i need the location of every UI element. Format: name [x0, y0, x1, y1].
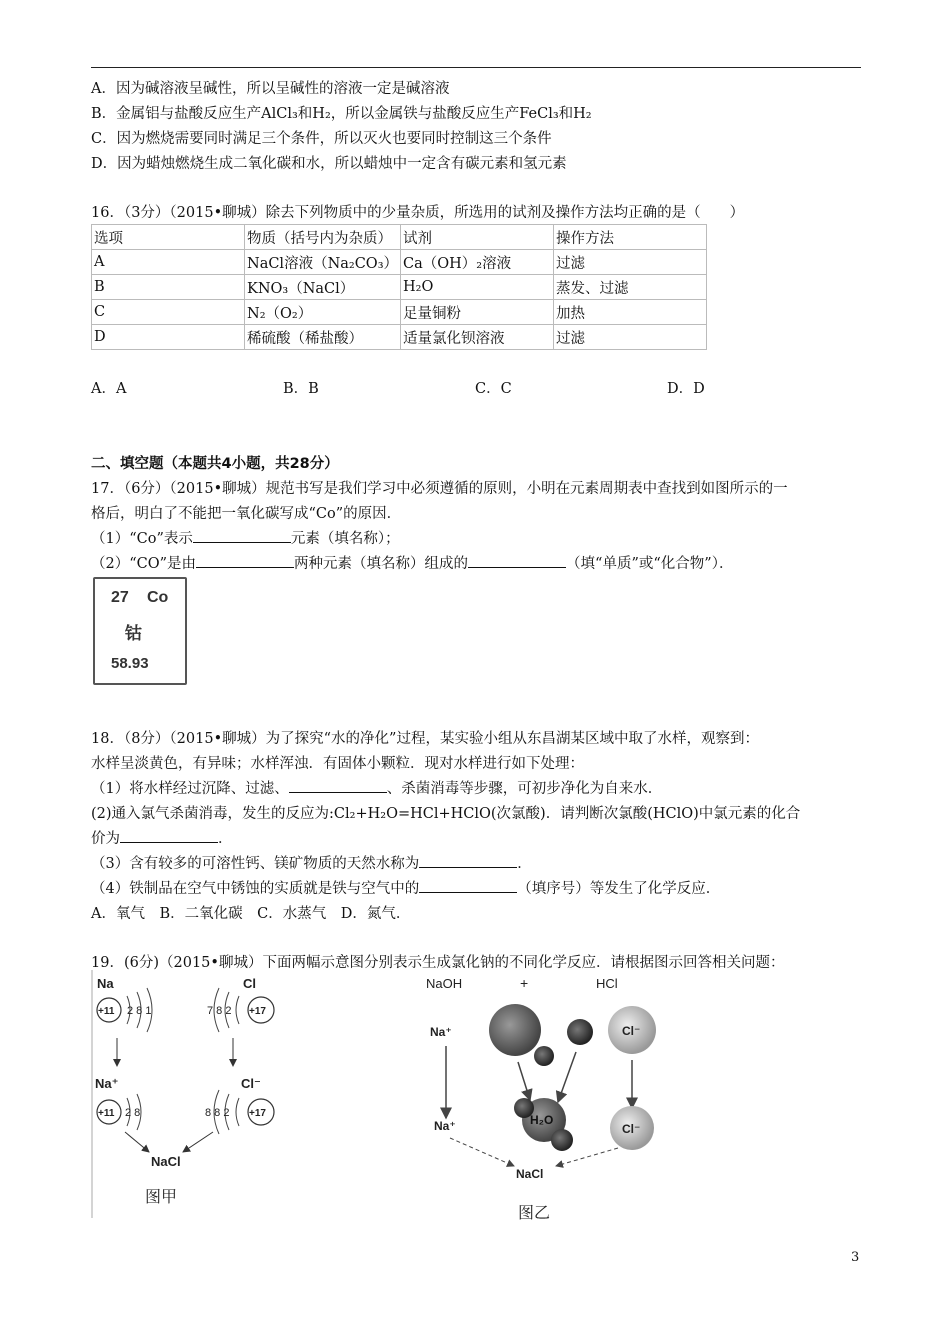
choice-16-b: B．B: [283, 381, 319, 397]
table-header: 操作方法: [554, 225, 707, 250]
question-18-line1: 18．（8分）（2015•聊城）为了探究“水的净化”过程，某实验小组从东昌湖某区域中取了水样，观察到：: [91, 731, 759, 747]
answer-blank[interactable]: [419, 853, 517, 868]
table-header: 选项: [92, 225, 245, 250]
table-cell: Ca（OH）₂溶液: [401, 250, 554, 275]
answer-blank[interactable]: [193, 528, 291, 543]
question-18-part1: [91, 777, 662, 798]
q18-part1-text: （1）将水样经过沉降、过滤、: [91, 781, 289, 797]
q18-part3-text: （3）含有较多的可溶性钙、镁矿物质的天然水称为: [91, 856, 420, 872]
q17-part1-text: （1）“Co”表示: [91, 531, 193, 547]
question-18-part4: [91, 877, 720, 898]
periodic-table-tile: [93, 577, 187, 685]
figure-yi: [420, 970, 670, 1225]
table-cell: 足量铜粉: [401, 300, 554, 325]
na-ion-nucleus-charge: +11: [98, 1108, 115, 1119]
table-cell: D: [92, 325, 245, 350]
option-15-d: D．因为蜡烛燃烧生成二氧化碳和水，所以蜡烛中一定含有碳元素和氢元素: [91, 156, 567, 172]
choice-16-a: A．A: [91, 381, 127, 397]
cl-ion-electrons: 8 8 2: [205, 1107, 230, 1119]
table-row: [92, 275, 707, 300]
table-cell: H₂O: [401, 275, 554, 300]
figure-jia: [91, 970, 291, 1218]
answer-blank[interactable]: [196, 553, 294, 568]
nacl-product-yi: NaCl: [516, 1167, 544, 1181]
atomic-mass: 58.93: [111, 655, 149, 672]
table-cell: 适量氯化钡溶液: [401, 325, 554, 350]
choice-16-c: C．C: [475, 381, 512, 397]
question-17-line1: 17．（6分）（2015•聊城）规范书写是我们学习中必须遵循的原则，小明在元素周期表中查找到如图所示的一: [91, 481, 788, 497]
table-row: [92, 325, 707, 350]
question-18-part3: （3）含有较多的可溶性钙、镁矿物质的天然水称为 ．: [91, 852, 532, 873]
figure-caption-yi: 图乙: [518, 1205, 551, 1222]
element-name: 钴: [125, 624, 142, 644]
water-label: H₂O: [530, 1113, 554, 1127]
question-18-line2: 水样呈淡黄色，有异味；水样浑浊．有固体小颗粒．现对水样进行如下处理：: [91, 756, 584, 772]
question-17-part2: [91, 552, 733, 573]
table-cell: 加热: [554, 300, 707, 325]
cl-ion-top: Cl⁻: [622, 1024, 641, 1038]
q17-part2-text-end: （填“单质”或“化合物”）．: [566, 556, 734, 572]
question-18-choices: A．氧气 B．二氧化碳 C．水蒸气 D．氮气．: [91, 906, 411, 922]
answer-blank[interactable]: [419, 878, 517, 893]
naoh-label: NaOH: [426, 976, 463, 991]
na-nucleus-charge: +11: [98, 1006, 115, 1017]
table-cell: KNO₃（NaCl）: [245, 275, 401, 300]
answer-blank[interactable]: [468, 553, 566, 568]
q18-part2-text: 价为: [91, 831, 120, 847]
nacl-product: NaCl: [151, 1154, 181, 1169]
table-header-row: [92, 225, 707, 250]
table-header: 物质（括号内为杂质）: [245, 225, 401, 250]
cl-electrons: 7 8 2: [207, 1005, 232, 1017]
na-electrons: 2 8 1: [127, 1005, 152, 1017]
table-cell: 稀硫酸（稀盐酸）: [245, 325, 401, 350]
option-15-c: C．因为燃烧需要同时满足三个条件，所以灭火也要同时控制这三个条件: [91, 131, 552, 147]
na-ion-top: Na⁺: [430, 1025, 452, 1039]
table-cell: A: [92, 250, 245, 275]
q16-table: [91, 224, 707, 350]
element-symbol: Co: [147, 589, 169, 606]
q17-part1-text-end: 元素（填名称）；: [290, 531, 400, 547]
q17-part2-text-mid: 两种元素（填名称）组成的: [294, 556, 469, 572]
plus-sign: +: [520, 975, 529, 991]
section-title: 二、填空题（本题共4小题，共28分）: [91, 456, 339, 472]
page-number: 3: [851, 1250, 860, 1265]
na-label: Na: [97, 976, 114, 991]
question-18-part2-end: 价为 ．: [91, 827, 233, 848]
q17-part2-text: （2）“CO”是由: [91, 556, 197, 572]
hydrogen-ion: [567, 1019, 593, 1045]
cl-ion-label: Cl⁻: [241, 1076, 261, 1091]
question-17-line2: 格后，明白了不能把一氧化碳写成“Co”的原因．: [91, 506, 402, 522]
cl-ion-bottom: Cl⁻: [622, 1122, 641, 1136]
question-18-part2: (2)通入氯气杀菌消毒，发生的反应为:Cl₂+H₂O=HCl+HClO(次氯酸)．请判断次氯酸(HClO)中氯元素的化合: [91, 806, 801, 822]
water-hydrogen-2: [551, 1129, 573, 1151]
table-cell: N₂（O₂）: [245, 300, 401, 325]
figure-caption-jia: 图甲: [145, 1189, 178, 1206]
cl-ion-nucleus-charge: +17: [249, 1108, 266, 1119]
cl-nucleus-charge: +17: [249, 1006, 266, 1017]
na-ion-electrons: 2 8: [125, 1107, 141, 1119]
answer-blank[interactable]: [120, 828, 218, 843]
table-cell: 蒸发、过滤: [554, 275, 707, 300]
hcl-label: HCl: [596, 976, 618, 991]
atomic-number: 27: [111, 589, 129, 606]
table-cell: B: [92, 275, 245, 300]
question-16-stem: 16．（3分）（2015•聊城）除去下列物质中的少量杂质，所选用的试剂及操作方法均正确的是（ ）: [91, 205, 745, 221]
table-cell: NaCl溶液（Na₂CO₃）: [245, 250, 401, 275]
table-cell: 过滤: [554, 250, 707, 275]
header-rule: [91, 67, 861, 68]
q18-part1-text-end: 、杀菌消毒等步骤，可初步净化为自来水．: [386, 781, 663, 797]
table-cell: 过滤: [554, 325, 707, 350]
choice-16-d: D．D: [667, 381, 705, 397]
option-15-a: A．因为碱溶液呈碱性，所以呈碱性的溶液一定是碱溶液: [91, 81, 450, 97]
na-ion-label: Na⁺: [95, 1076, 119, 1091]
question-17-part1: [91, 527, 400, 548]
question-19-stem: 19．(6分)（2015•聊城）下面两幅示意图分别表示生成氯化钠的不同化学反应．请根据图示回答相关问题：: [91, 955, 785, 971]
table-header: 试剂: [401, 225, 554, 250]
na-ion-bottom: Na⁺: [434, 1119, 456, 1133]
option-15-b: B．金属铝与盐酸反应生产AlCl₃和H₂，所以金属铁与盐酸反应生产FeCl₃和H₂: [91, 106, 592, 122]
q18-part4-text: （4）铁制品在空气中锈蚀的实质就是铁与空气中的: [91, 881, 420, 897]
table-row: [92, 300, 707, 325]
table-cell: C: [92, 300, 245, 325]
oxygen-atom: [489, 1004, 541, 1056]
hydrogen-atom: [534, 1046, 554, 1066]
cl-label: Cl: [243, 976, 256, 991]
table-row: [92, 250, 707, 275]
answer-blank[interactable]: [289, 778, 387, 793]
q18-part4-text-end: （填序号）等发生了化学反应．: [517, 881, 721, 897]
